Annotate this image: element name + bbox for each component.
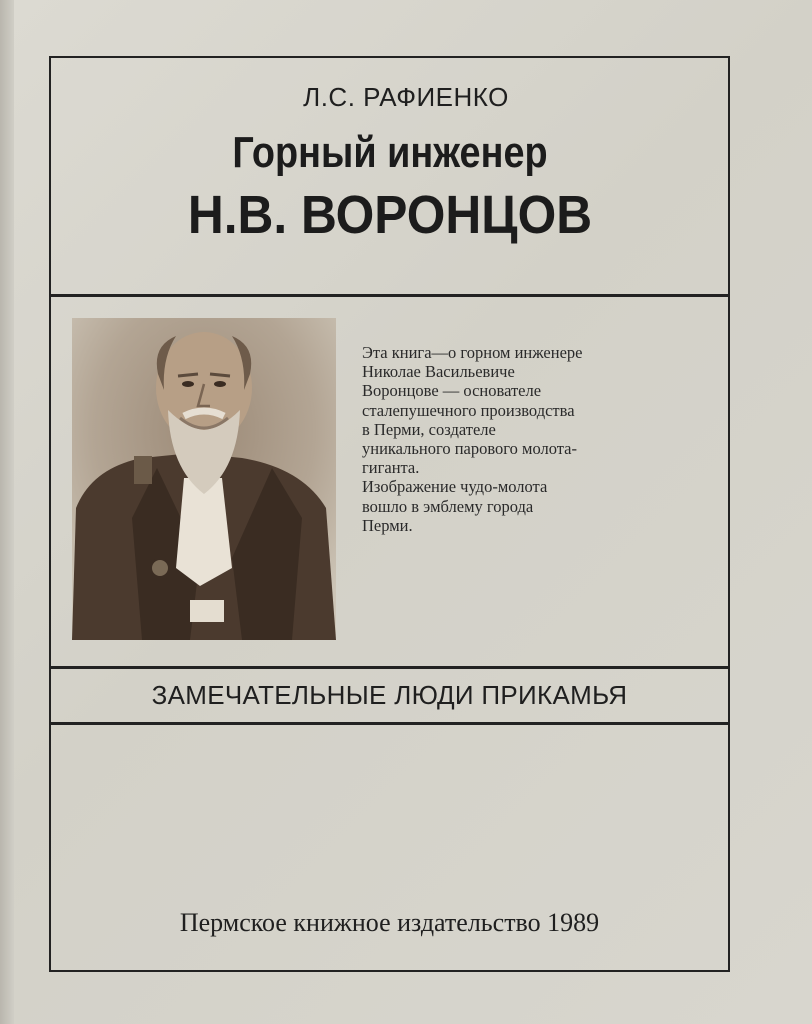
cover-edge-shadow (0, 0, 14, 1024)
divider-series-bottom (49, 722, 730, 725)
book-title-line2: Н.В. ВОРОНЦОВ (187, 185, 593, 245)
portrait-image (72, 318, 336, 640)
divider-top (49, 294, 730, 297)
author-name: Л.С. РАФИЕНКО (303, 82, 509, 112)
portrait-engraving (72, 318, 336, 640)
book-title-line1: Горный инженер (232, 128, 548, 177)
series-title: ЗАМЕЧАТЕЛЬНЫЕ ЛЮДИ ПРИКАМЬЯ (151, 680, 628, 710)
book-description: Эта книга—о горном инженере Николае Васильевиче Воронцове — основателе сталепушечного производства в Перми, создателе уникального парового молота- гиганта. Изображение чудо-молота вошло в эмблему города Перми. (362, 343, 583, 535)
publisher-line: Пермское книжное издательство 1989 (179, 908, 600, 937)
